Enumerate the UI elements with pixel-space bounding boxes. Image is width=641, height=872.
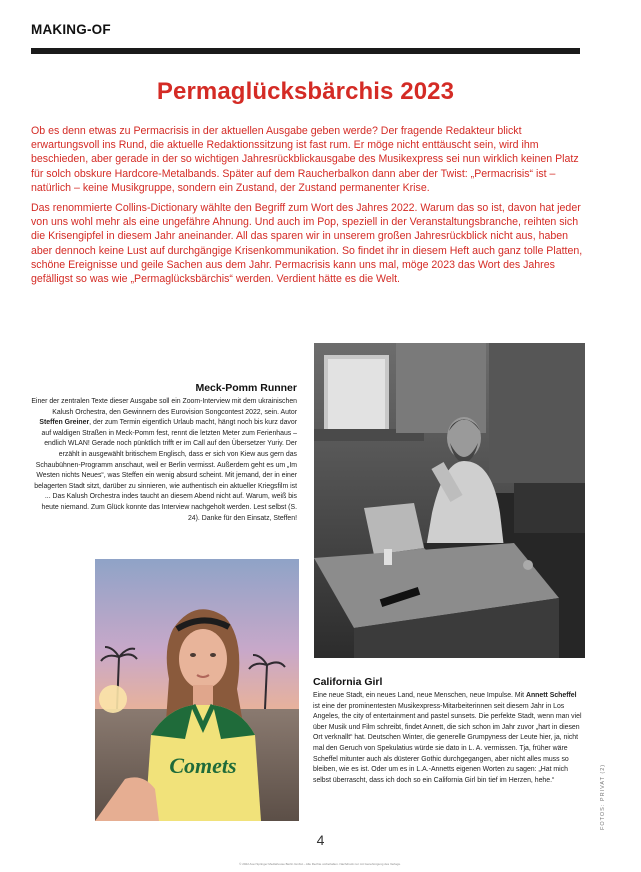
photo-woman-sunset — [95, 559, 299, 821]
story-california-girl — [313, 676, 585, 786]
story2-author: Annett Scheffel — [526, 692, 577, 699]
story2-title: California Girl — [313, 676, 383, 688]
story2-text-before: Eine neue Stadt, ein neues Land, neue Menschen, neue Impulse. Mit — [313, 692, 526, 699]
story1-body — [31, 397, 297, 524]
fine-print: © 2022 Axel Springer Mediahouse Berlin GmbH – Alle Rechte vorbehalten. Nachdruck nur mit Genehmigung des Verlags. — [239, 862, 401, 866]
photo-credit: FOTOS: PRIVAT (2) — [600, 763, 606, 830]
intro-paragraph-2: Das renommierte Collins-Dictionary wählte den Begriff zum Wort des Jahres 2022. Warum das so ist, davon hat jeder von uns wohl mehr als eine ungefähre Ahnung. Und auch im Pop, speziell in der Veranstaltungsbranche, reihten sich die Krisengipfel in diesem Jahr aneinander. All das sparen wir in unserem großen Jahresrückblick nicht aus, haben aber dennoch keine Lust auf durchgängige Krisenkommunikation. So findet ihr in diesem Heft auch ganz tolle Platten, schöne Ereignisse und geile Sachen aus dem Jahr. Permacrisis kann uns mal, möge 2023 das Wort des Jahres gefälligst so was wie „Permaglücksbärchis“ werden. Verdient hätte es die Welt. — [31, 202, 583, 286]
header-rule — [31, 48, 580, 54]
story-meck-pomm-runner — [31, 382, 297, 524]
story1-text-after: , der zum Termin eigentlich Urlaub macht, hängt noch bis kurz davor auf waldigen Straßen in Meck-Pomm fest, rennt die letzten Meter zum Ferienhaus – endlich WLAN! Gerade noch pünktlich trifft er im Call auf den Übersetzer Yuriy. Der erzählt in ausgewählt britischem Englisch, dass er sich von Kiew aus gern das Schaubühnen-Programm anschaut, weil er Berlin vermisst. Außerdem geht es um „Im Westen nichts Neues“, was Steffen ein wenig absurd scheint. Mit jemand, der in einer belagerten Stadt sitzt, darüber zu sinnieren, wie authentisch ein aktueller Kriegsfilm ist ... Das Kalush Orchestra indes taucht an diesem Abend nicht auf. Warum, weiß bis heute niemand. Zum Glück konnte das Interview nachgeholt werden. Lest selbst (S. 24). Danke für den Einsatz, Steffen! — [34, 419, 297, 522]
photo-man-laptop — [314, 343, 585, 658]
page-number: 4 — [316, 832, 325, 848]
headline: Permaglücksbärchis 2023 — [156, 78, 455, 105]
story2-body — [313, 691, 585, 786]
story1-title: Meck-Pomm Runner — [195, 382, 297, 394]
jersey-text: Comets — [169, 753, 237, 778]
story1-text-before: Einer der zentralen Texte dieser Ausgabe soll ein Zoom-Interview mit dem ukrainischen Kalush Orchestra, den Gewinnern des Eurovision Songcontest 2022, sein. Autor — [31, 398, 297, 416]
photo-woman-sunset-image — [95, 559, 299, 821]
story1-author: Steffen Greiner — [39, 419, 90, 427]
intro-paragraph-1: Ob es denn etwas zu Permacrisis in der aktuellen Ausgabe geben werde? Der fragende Redakteur blickt erwartungsvoll ins Rund, die aktuelle Redaktionssitzung ist fast rum. Er möge nicht enttäuscht sein, wird ihm beschieden, aber gerade in der so wichtigen Jahresrückblickausgabe des Musikexpress sei nun wirklich keinen Platz für solch obskure Hardcore-Metalbands. Später auf dem Raucherbalkon dann aber der Twist: „Permacrisis“ ist – natürlich – keine Musikgruppe, sondern ein Zustand, der Zustand permanenter Krise. — [31, 125, 579, 194]
story2-text-after: ist eine der prominentesten Musikexpress-Mitarbeiterinnen seit diesem Jahr in Los Angeles, the city of entertainment and pastel sunsets. Die perfekte Stadt, wenn man viel über Musik und Film schreibt, findet Annett, die sich schon im Jahr zuvor „hart in diesen Ort verknallt“ hat. Deutschen Winter, die generelle Grumpyness der Leute hier, ja, nicht mal den Geruch von Spekulatius würde sie dato in L. A. vermissen. Tja, früher wäre Scheffel mitunter auch als düsterer Gothic durchgegangen, aber nicht alles muss so bleiben, wie es ist. Oder um es in L.A.-Annetts eigenen Worten zu sagen: „Hat mich selbst überrascht, dass ich doch so ein California Girl bin tief im Herzen, hehe.“ — [313, 702, 582, 784]
intro-text — [31, 124, 587, 292]
section-label: MAKING-OF — [31, 22, 111, 37]
photo-man-laptop-image — [314, 343, 585, 658]
